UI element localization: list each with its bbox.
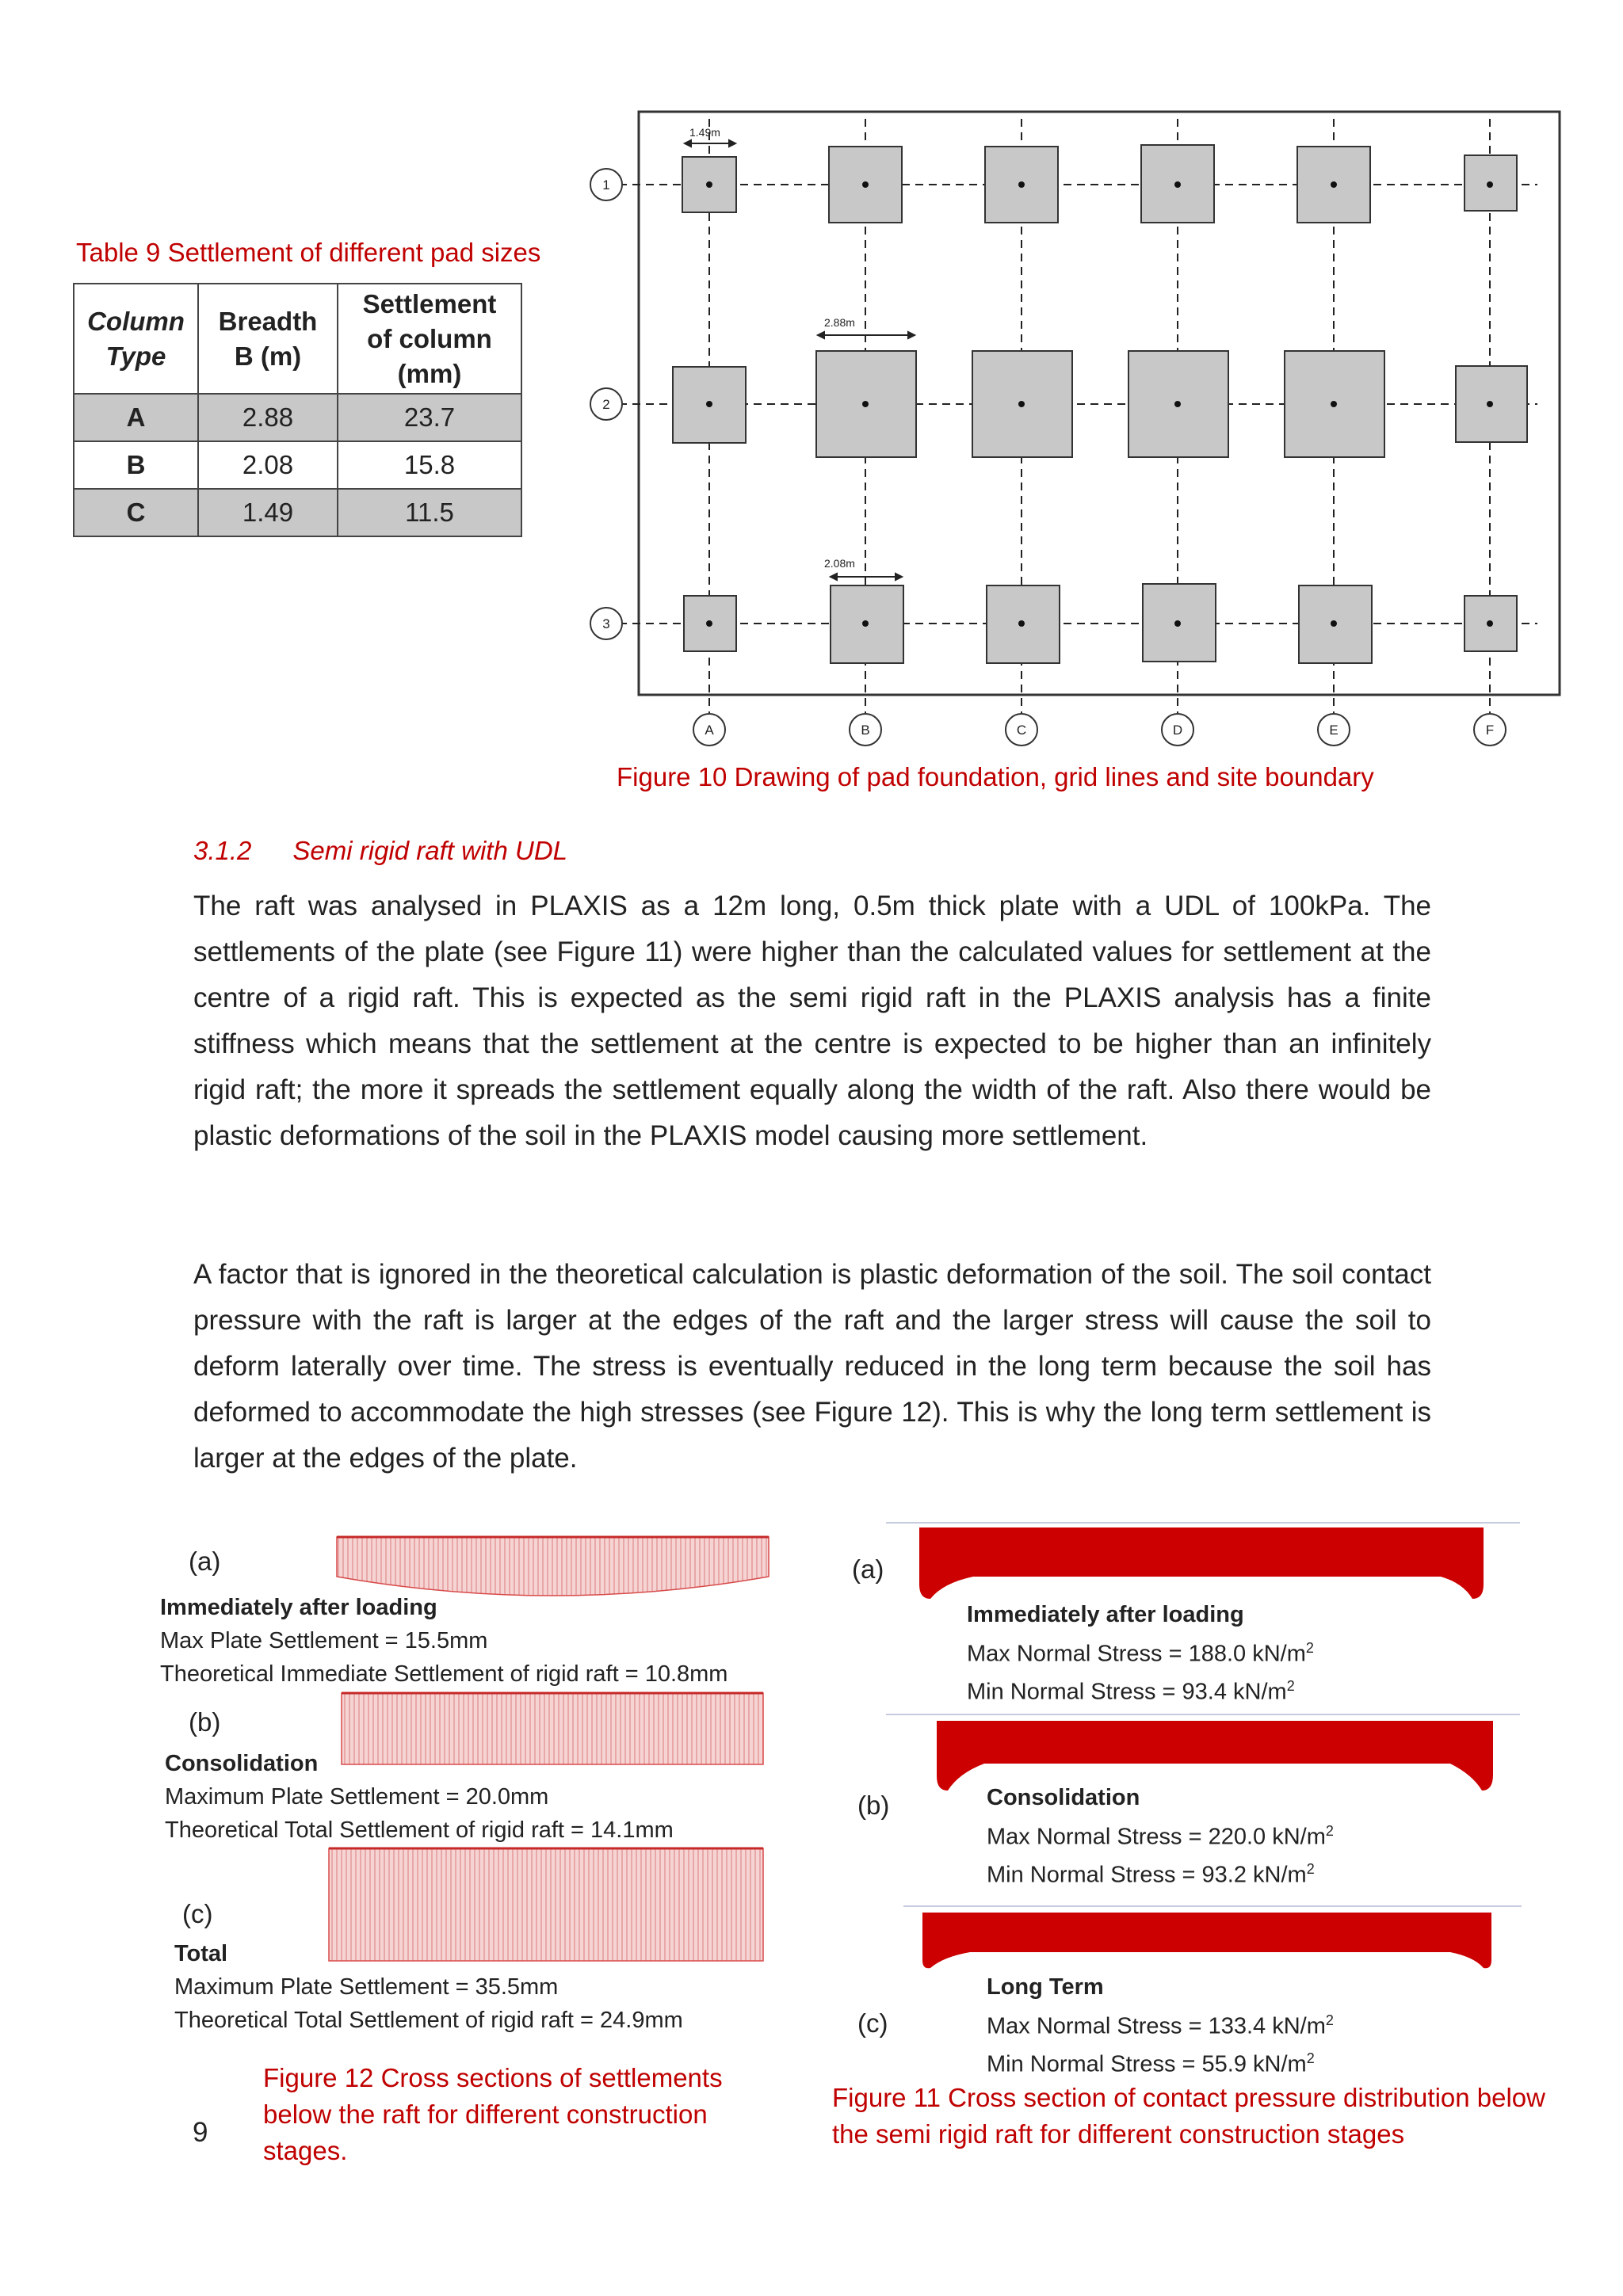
- column-label: D: [1172, 723, 1183, 738]
- stage-title: Long Term: [987, 1974, 1104, 2000]
- settlement-profile-c: [327, 1846, 767, 1965]
- cell-settlement: 15.8: [338, 441, 521, 489]
- section-title: Semi rigid raft with UDL: [292, 836, 568, 865]
- header-column-type: Column Type: [74, 284, 198, 394]
- table-caption: Table 9 Settlement of different pad sizes: [76, 238, 541, 267]
- panel-label: (c): [857, 2008, 888, 2038]
- column-label: C: [1016, 723, 1027, 738]
- row-label: 2: [602, 397, 610, 412]
- table-row: [74, 489, 521, 536]
- column-label: A: [705, 723, 714, 738]
- cell-type: A: [74, 394, 198, 441]
- figure-12-caption: Figure 12 Cross sections of settlements below the raft for different construction stages.: [263, 2063, 723, 2165]
- dimension-label-c: 1.49m: [689, 126, 720, 139]
- stress-value: Max Normal Stress = 220.0 $kN/m^2$: [987, 1823, 1334, 1850]
- column-label: B: [861, 723, 870, 738]
- dimension-label-a: 2.88m: [824, 316, 855, 329]
- paragraph: The raft was analysed in PLAXIS as a 12m long, 0.5m thick plate with a UDL of 100kPa. The settlements of the plate (see Figure 11) were higher than the calculated values for settlement at the centre of a rigid raft. This is expected as the semi rigid raft in the PLAXIS analysis has a finite stiffness which means that the settlement at the centre is expected to be higher than an infinitely rigid raft; the more it spreads the settlement equally along the width of the raft. Also there would be plastic deformations of the soil in the PLAXIS model causing more settlement.: [193, 891, 1431, 1151]
- panel-label: (a): [189, 1547, 221, 1576]
- stress-value: Min Normal Stress = 93.2 $kN/m^2$: [987, 1861, 1315, 1888]
- cell-type: C: [74, 489, 198, 536]
- figure-11-caption: Figure 11 Cross section of contact pressure distribution below the semi rigid raft for different construction stages: [832, 2083, 1545, 2149]
- panel-label: (a): [852, 1554, 884, 1584]
- cell-settlement: 11.5: [338, 489, 521, 536]
- settlement-value: Theoretical Immediate Settlement of rigid raft = 10.8mm: [160, 1661, 728, 1687]
- stress-value: Max Normal Stress = 188.0 $kN/m^2$: [967, 1640, 1314, 1667]
- row-label: 3: [602, 616, 610, 631]
- settlement-value: Theoretical Total Settlement of rigid raft = 24.9mm: [174, 2008, 683, 2033]
- panel-label: (b): [857, 1791, 890, 1820]
- section-number: 3.1.2: [193, 836, 252, 865]
- pressure-profile-a: [886, 1520, 1520, 1605]
- stage-title: Immediately after loading: [160, 1595, 437, 1620]
- pressure-profile-c: [903, 1903, 1522, 1976]
- header-settlement: Settlement of column (mm): [338, 284, 521, 394]
- table-row: [74, 394, 521, 441]
- cell-breadth: 2.08: [198, 441, 338, 489]
- settlement-value: Maximum Plate Settlement = 35.5mm: [174, 1974, 559, 2000]
- stage-title: Immediately after loading: [967, 1602, 1244, 1627]
- settlement-value: Theoretical Total Settlement of rigid raft = 14.1mm: [165, 1817, 674, 1843]
- row-label: 1: [602, 177, 610, 193]
- cell-breadth: 1.49: [198, 489, 338, 536]
- column-label: E: [1329, 723, 1338, 738]
- table-row: [74, 441, 521, 489]
- settlement-table: [73, 283, 522, 537]
- pad-foundation-drawing: [571, 107, 1577, 753]
- stage-title: Consolidation: [165, 1751, 319, 1776]
- page-number: 9: [193, 2117, 208, 2148]
- panel-label: (c): [182, 1899, 213, 1928]
- row-bubbles: [590, 169, 622, 639]
- cell-settlement: 23.7: [338, 394, 521, 441]
- section-heading: [193, 836, 567, 866]
- cell-breadth: 2.88: [198, 394, 338, 441]
- stress-value: Max Normal Stress = 133.4 $kN/m^2$: [987, 2012, 1334, 2039]
- stress-value: Min Normal Stress = 93.4 $kN/m^2$: [967, 1678, 1295, 1705]
- dimension-label-b: 2.08m: [824, 557, 855, 570]
- pressure-profile-b: [886, 1711, 1520, 1798]
- stress-value: Min Normal Stress = 55.9 $kN/m^2$: [987, 2050, 1315, 2077]
- stage-title: Total: [174, 1941, 228, 1966]
- paragraph: A factor that is ignored in the theoretical calculation is plastic deformation of the soil. The soil contact pressure with the raft is larger at the edges of the raft and the larger stress will cause the soil to deform laterally over time. The stress is eventually reduced in the long term because the soil has deformed to accommodate the high stresses (see Figure 12). This is why the long term settlement is larger at the edges of the plate.: [193, 1259, 1431, 1474]
- cell-type: B: [74, 441, 198, 489]
- column-label: F: [1485, 723, 1495, 738]
- column-bubbles: [693, 714, 1506, 746]
- settlement-profile-b: [339, 1691, 767, 1768]
- panel-label: (b): [189, 1707, 221, 1737]
- settlement-value: Max Plate Settlement = 15.5mm: [160, 1628, 488, 1653]
- stage-title: Consolidation: [987, 1785, 1140, 1810]
- settlement-value: Maximum Plate Settlement = 20.0mm: [165, 1784, 549, 1810]
- header-breadth: Breadth B (m): [198, 284, 338, 394]
- figure-10-caption: Figure 10 Drawing of pad foundation, grid lines and site boundary: [617, 762, 1374, 791]
